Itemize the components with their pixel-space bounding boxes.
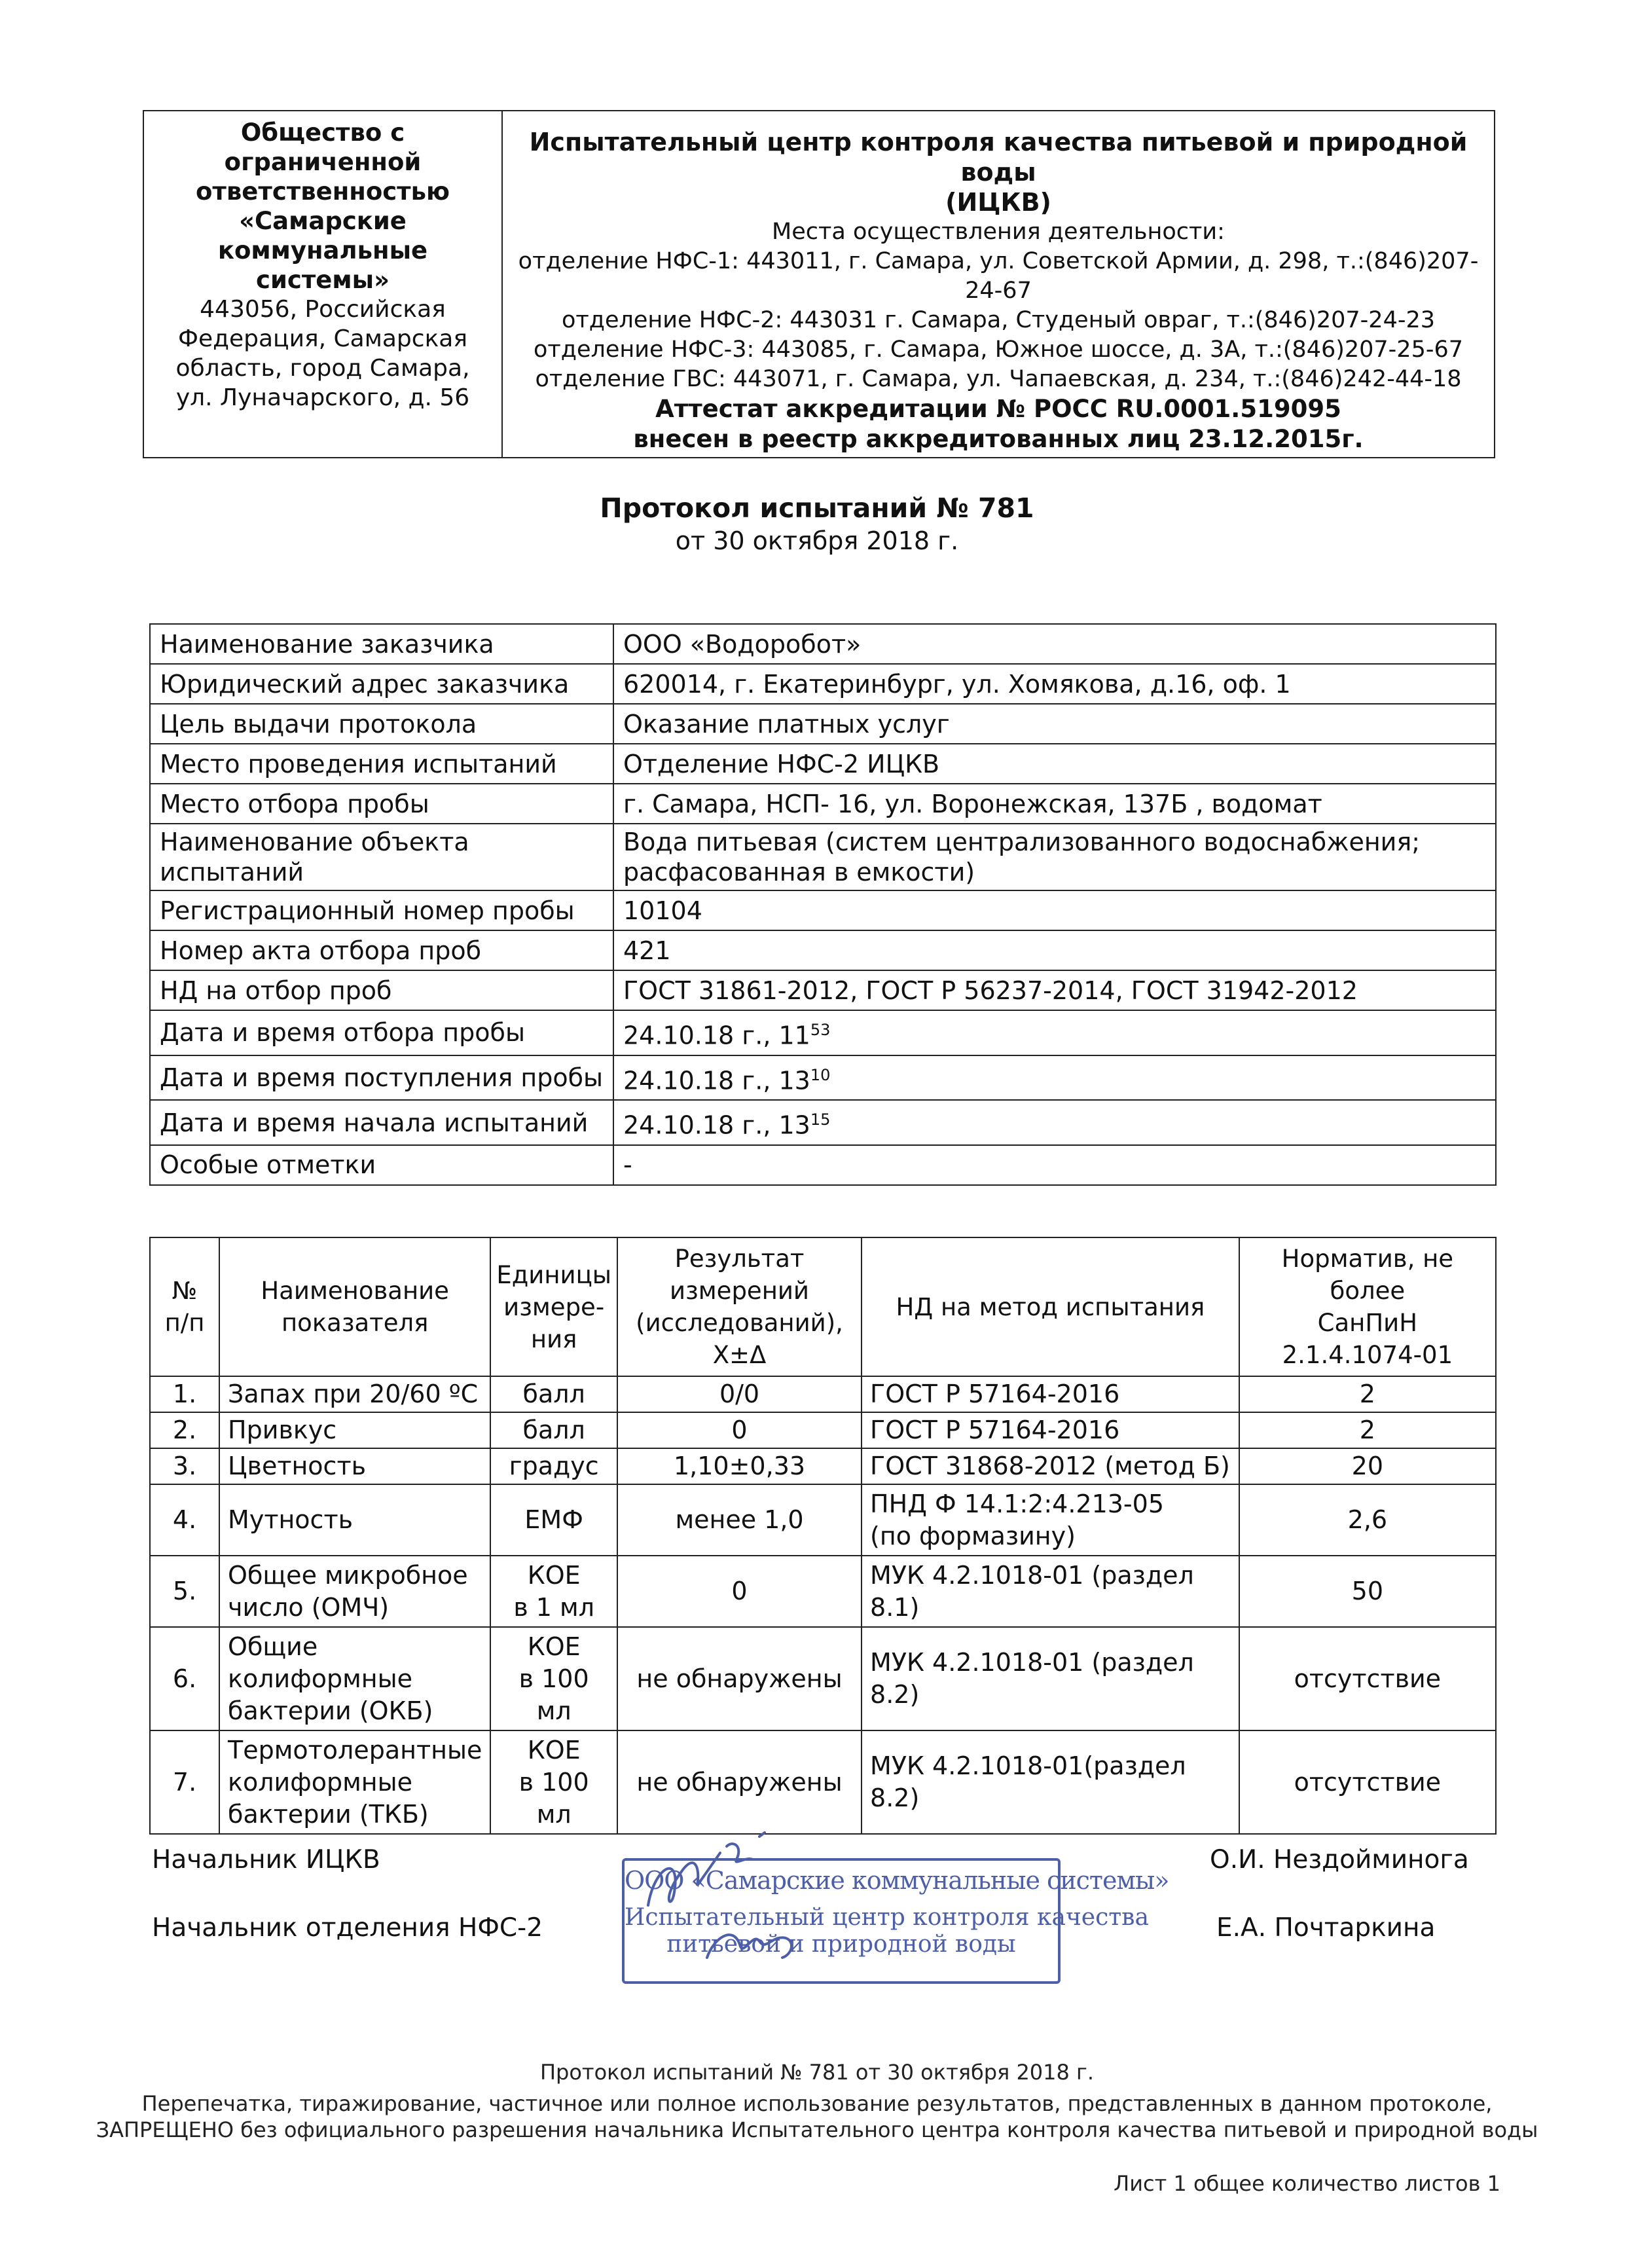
indicator-name: Привкус bbox=[219, 1412, 490, 1448]
table-row bbox=[150, 1376, 1496, 1412]
result: менее 1,0 bbox=[617, 1484, 862, 1556]
table-row bbox=[150, 1448, 1496, 1484]
unit: балл bbox=[490, 1376, 617, 1412]
info-value: ГОСТ 31861-2012, ГОСТ Р 56237-2014, ГОСТ 31942-2012 bbox=[613, 970, 1496, 1010]
unit: КОЕ в 100 мл bbox=[490, 1730, 617, 1834]
center-title: Испытательный центр контроля качества питьевой и природной воды bbox=[529, 128, 1468, 187]
info-label: Место проведения испытаний bbox=[150, 744, 613, 784]
table-row bbox=[150, 1484, 1496, 1556]
footer-protocol-ref: Протокол испытаний № 781 от 30 октября 2018 г. bbox=[539, 2060, 1095, 2085]
method: ГОСТ 31868-2012 (метод Б) bbox=[862, 1448, 1239, 1484]
dept-head-title: Начальник отделения НФС-2 bbox=[152, 1913, 543, 1943]
col-header-name: Наименование показателя bbox=[219, 1237, 490, 1376]
info-label: Дата и время отбора пробы bbox=[150, 1010, 613, 1055]
col-header-result: Результат измерений (исследований), Х±Δ bbox=[617, 1237, 862, 1376]
unit: КОЕ в 100 мл bbox=[490, 1627, 617, 1730]
row-number: 3. bbox=[150, 1448, 219, 1484]
info-value: г. Самара, НСП- 16, ул. Воронежская, 137Б , водомат bbox=[613, 784, 1496, 824]
info-value: Оказание платных услуг bbox=[613, 704, 1496, 744]
handwritten-signature bbox=[628, 1827, 825, 1984]
division-line: отделение ГВС: 443071, г. Самара, ул. Чапаевская, д. 234, т.:(846)242-44-18 bbox=[535, 366, 1462, 392]
info-label: Дата и время поступления пробы bbox=[150, 1055, 613, 1101]
table-row bbox=[150, 1145, 1496, 1185]
result: 0/0 bbox=[617, 1376, 862, 1412]
indicator-name: Мутность bbox=[219, 1484, 490, 1556]
table-row bbox=[150, 1055, 1496, 1101]
info-value: - bbox=[613, 1145, 1496, 1185]
table-row bbox=[150, 890, 1496, 930]
info-label: Особые отметки bbox=[150, 1145, 613, 1185]
col-header-method: НД на метод испытания bbox=[862, 1237, 1239, 1376]
organization-stamp: ООО «Самарские коммунальные системы» Испытательный центр контроля качества питьевой и природной воды bbox=[622, 1858, 1061, 1984]
norm: 2,6 bbox=[1239, 1484, 1496, 1556]
norm: 2 bbox=[1239, 1376, 1496, 1412]
table-row bbox=[150, 1627, 1496, 1730]
col-header-norm: Норматив, не более СанПиН 2.1.4.1074-01 bbox=[1239, 1237, 1496, 1376]
indicator-name: Цветность bbox=[219, 1448, 490, 1484]
center-abbrev: (ИЦКВ) bbox=[945, 188, 1051, 217]
accreditation: Аттестат аккредитации № РОСС RU.0001.519095 bbox=[655, 395, 1341, 423]
method: ПНД Ф 14.1:2:4.213-05 (по формазину) bbox=[862, 1484, 1239, 1556]
head-title: Начальник ИЦКВ bbox=[152, 1845, 380, 1875]
info-label: Наименование заказчика bbox=[150, 624, 613, 664]
method: ГОСТ Р 57164-2016 bbox=[862, 1376, 1239, 1412]
table-row bbox=[150, 1730, 1496, 1834]
col-header-num: № п/п bbox=[150, 1237, 219, 1376]
info-value: 24.10.18 г., $13^{15}$ bbox=[613, 1100, 1496, 1145]
info-label: Цель выдачи протокола bbox=[150, 704, 613, 744]
indicator-name: Общее микробное число (ОМЧ) bbox=[219, 1556, 490, 1627]
table-row bbox=[150, 970, 1496, 1010]
norm: 2 bbox=[1239, 1412, 1496, 1448]
unit: ЕМФ bbox=[490, 1484, 617, 1556]
info-label: Юридический адрес заказчика bbox=[150, 664, 613, 704]
result: 0 bbox=[617, 1556, 862, 1627]
result: не обнаружены bbox=[617, 1730, 862, 1834]
unit: КОЕ в 1 мл bbox=[490, 1556, 617, 1627]
info-label: Дата и время начала испытаний bbox=[150, 1100, 613, 1145]
table-row bbox=[150, 1010, 1496, 1055]
info-value: 24.10.18 г., $11^{53}$ bbox=[613, 1010, 1496, 1055]
row-number: 5. bbox=[150, 1556, 219, 1627]
info-value: 24.10.18 г., $13^{10}$ bbox=[613, 1055, 1496, 1101]
header-table bbox=[143, 110, 1495, 458]
info-label: Место отбора пробы bbox=[150, 784, 613, 824]
table-row bbox=[150, 824, 1496, 890]
method: МУК 4.2.1018-01(раздел 8.2) bbox=[862, 1730, 1239, 1834]
indicator-name: Запах при 20/60 ºС bbox=[219, 1376, 490, 1412]
places-label: Места осуществления деятельности: bbox=[772, 219, 1225, 245]
method: МУК 4.2.1018-01 (раздел 8.2) bbox=[862, 1627, 1239, 1730]
col-header-unit: Единицы измере- ния bbox=[490, 1237, 617, 1376]
row-number: 7. bbox=[150, 1730, 219, 1834]
organization-block bbox=[143, 111, 502, 458]
info-value: 421 bbox=[613, 930, 1496, 970]
org-name: Общество с ограниченной ответственностью «Самарские коммунальные системы» bbox=[196, 119, 450, 294]
row-number: 4. bbox=[150, 1484, 219, 1556]
unit: балл bbox=[490, 1412, 617, 1448]
testing-center-block bbox=[502, 111, 1495, 458]
row-number: 6. bbox=[150, 1627, 219, 1730]
protocol-title: Протокол испытаний № 781 bbox=[600, 492, 1034, 524]
info-value: 620014, г. Екатеринбург, ул. Хомякова, д.16, оф. 1 bbox=[613, 664, 1496, 704]
info-value: 10104 bbox=[613, 890, 1496, 930]
dept-head-name: Е.А. Почтаркина bbox=[1216, 1913, 1436, 1943]
division-line: отделение НФС-1: 443011, г. Самара, ул. Советской Армии, д. 298, т.:(846)207-24-67 bbox=[518, 248, 1479, 304]
division-line: отделение НФС-3: 443085, г. Самара, Южное шоссе, д. 3А, т.:(846)207-25-67 bbox=[533, 337, 1464, 363]
norm: отсутствие bbox=[1239, 1627, 1496, 1730]
unit: градус bbox=[490, 1448, 617, 1484]
result: не обнаружены bbox=[617, 1627, 862, 1730]
footer-copyright-line: Перепечатка, тиражирование, частичное или полное использование результатов, представленных в данном протоколе, bbox=[141, 2091, 1493, 2116]
table-row bbox=[150, 1412, 1496, 1448]
norm: 50 bbox=[1239, 1556, 1496, 1627]
table-row bbox=[150, 1100, 1496, 1145]
results-table bbox=[149, 1237, 1497, 1835]
table-row bbox=[150, 930, 1496, 970]
info-value: Отделение НФС-2 ИЦКВ bbox=[613, 744, 1496, 784]
table-row bbox=[150, 624, 1496, 664]
org-address: 443056, Российская Федерация, Самарская область, город Самара, ул. Луначарского, д. 56 bbox=[175, 296, 470, 411]
result: 0 bbox=[617, 1412, 862, 1448]
footer-copyright-line: ЗАПРЕЩЕНО без официального разрешения начальника Испытательного центра контроля качества питьевой и природной воды bbox=[96, 2117, 1538, 2142]
info-label: Регистрационный номер пробы bbox=[150, 890, 613, 930]
method: ГОСТ Р 57164-2016 bbox=[862, 1412, 1239, 1448]
info-value: Вода питьевая (систем централизованного водоснабжения; расфасованная в емкости) bbox=[613, 824, 1496, 890]
indicator-name: Общие колиформные бактерии (ОКБ) bbox=[219, 1627, 490, 1730]
registry-note: внесен в реестр аккредитованных лиц 23.12.2015г. bbox=[633, 425, 1364, 453]
info-label: Номер акта отбора проб bbox=[150, 930, 613, 970]
info-label: Наименование объекта испытаний bbox=[150, 824, 613, 890]
table-row bbox=[150, 784, 1496, 824]
table-row bbox=[150, 1556, 1496, 1627]
norm: отсутствие bbox=[1239, 1730, 1496, 1834]
sample-info-table bbox=[149, 623, 1497, 1186]
table-row bbox=[150, 704, 1496, 744]
protocol-date: от 30 октября 2018 г. bbox=[675, 526, 959, 555]
result: 1,10±0,33 bbox=[617, 1448, 862, 1484]
table-row bbox=[150, 664, 1496, 704]
table-row bbox=[150, 744, 1496, 784]
indicator-name: Термотолерантные колиформные бактерии (ТКБ) bbox=[219, 1730, 490, 1834]
division-line: отделение НФС-2: 443031 г. Самара, Студеный овраг, т.:(846)207-24-23 bbox=[561, 307, 1436, 333]
method: МУК 4.2.1018-01 (раздел 8.1) bbox=[862, 1556, 1239, 1627]
head-name: О.И. Нездойминога bbox=[1210, 1845, 1469, 1875]
sheet-count: Лист 1 общее количество листов 1 bbox=[1114, 2171, 1500, 2196]
row-number: 2. bbox=[150, 1412, 219, 1448]
norm: 20 bbox=[1239, 1448, 1496, 1484]
info-value: ООО «Водоробот» bbox=[613, 624, 1496, 664]
row-number: 1. bbox=[150, 1376, 219, 1412]
info-label: НД на отбор проб bbox=[150, 970, 613, 1010]
table-header-row bbox=[150, 1237, 1496, 1376]
